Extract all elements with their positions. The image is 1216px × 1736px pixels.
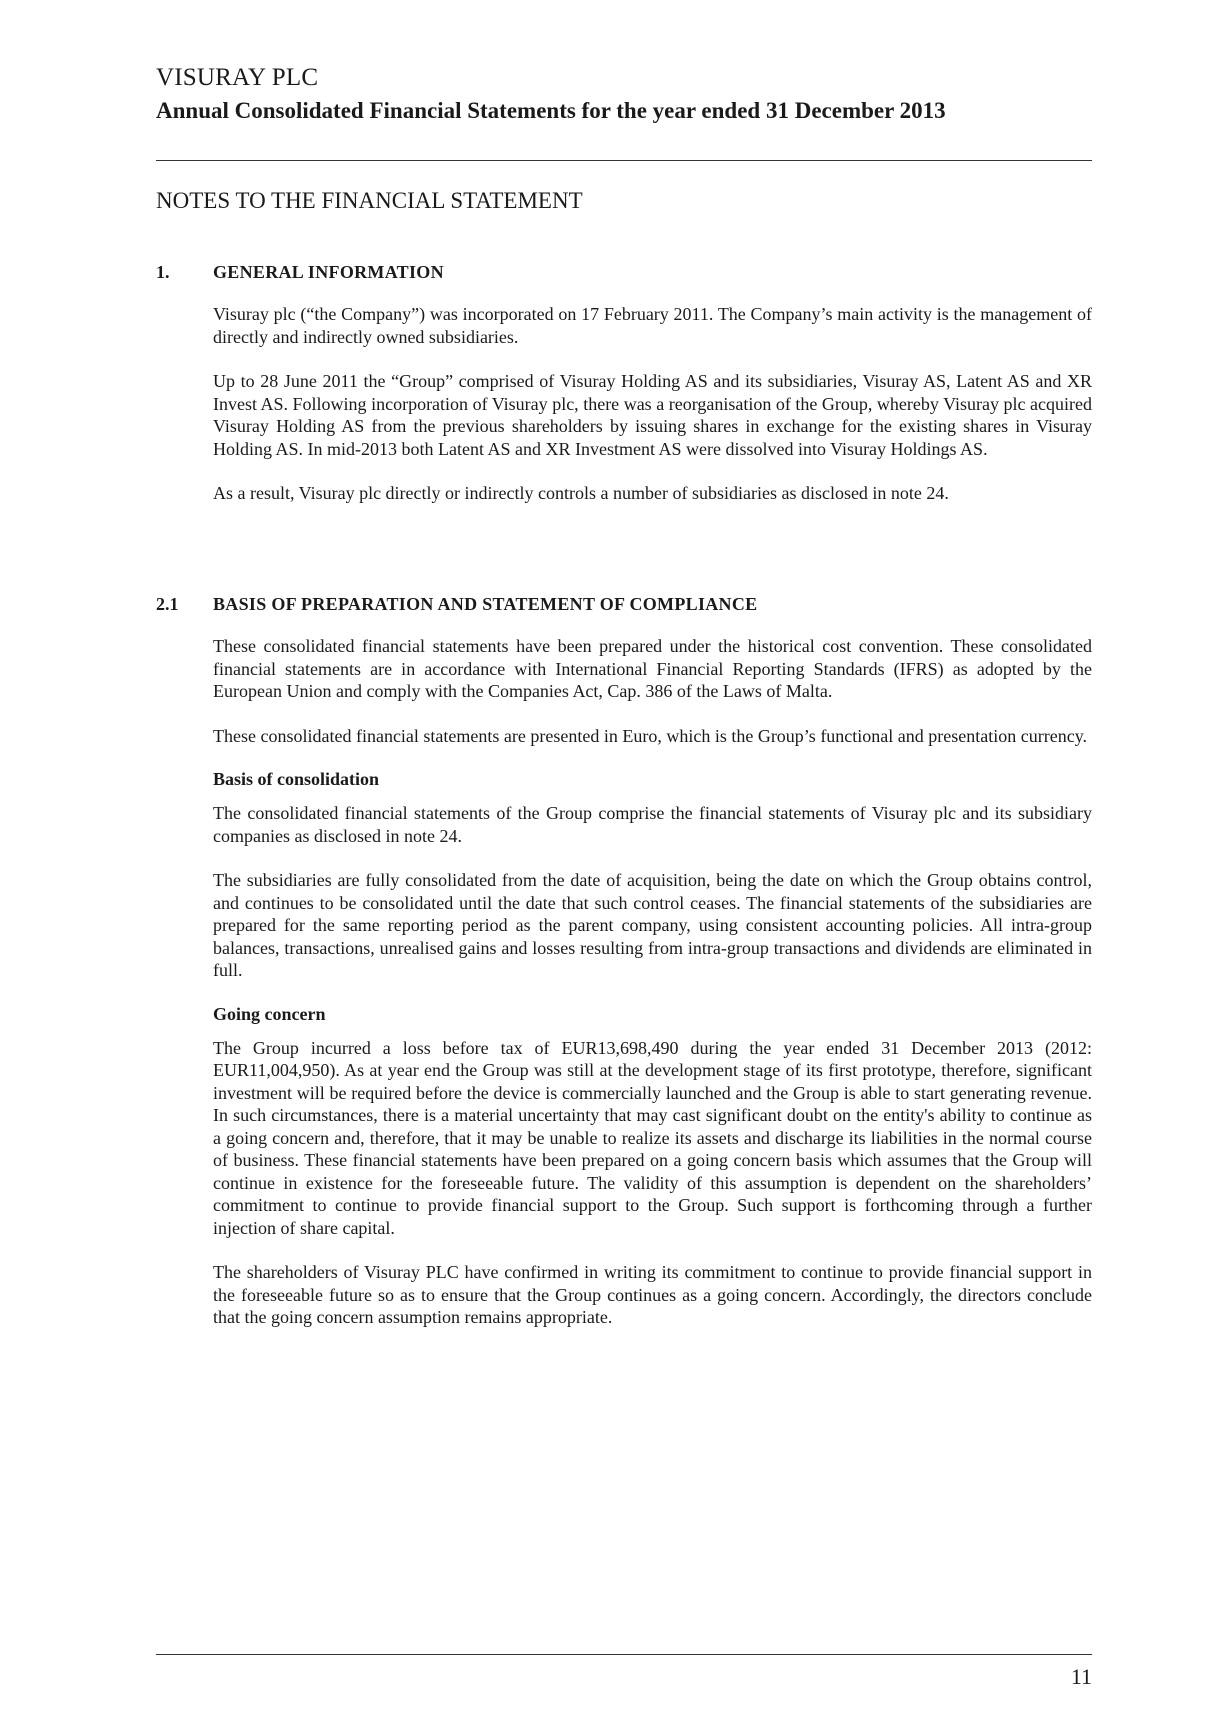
page-number: 11	[1070, 1664, 1092, 1689]
section-general-information	[156, 262, 1092, 527]
paragraph: The consolidated financial statements of the Group comprise the financial statements of Visuray plc and its subsidiary companies as disclosed in note 24.	[213, 803, 1092, 846]
section-heading	[156, 594, 1092, 615]
subheading-basis-of-consolidation: Basis of consolidation	[213, 769, 380, 789]
section-body	[213, 303, 1092, 505]
section-title: BASIS OF PREPARATION AND STATEMENT OF COMPLIANCE	[213, 594, 758, 614]
paragraph: The subsidiaries are fully consolidated from the date of acquisition, being the date on which the Group obtains control, and continues to be consolidated until the date that such control ceases. The financial statements of the subsidiaries are prepared for the same reporting period as the parent company, using consistent accounting policies. All intra-group balances, transactions, unrealised gains and losses resulting from intra-group transactions and dividends are eliminated in full.	[213, 870, 1092, 980]
section-title: GENERAL INFORMATION	[213, 262, 444, 282]
section-basis-of-preparation	[156, 594, 1092, 1351]
section-body	[213, 635, 1092, 1329]
company-name: VISURAY PLC	[156, 64, 319, 91]
paragraph: As a result, Visuray plc directly or indirectly controls a number of subsidiaries as disclosed in note 24.	[213, 483, 949, 503]
header-divider	[156, 160, 1092, 161]
paragraph: Up to 28 June 2011 the “Group” comprised of Visuray Holding AS and its subsidiaries, Visuray AS, Latent AS and XR Invest AS. Following incorporation of Visuray plc, there was a reorganisation of the Group, whereby Visuray plc acquired Visuray Holding AS from the previous shareholders by issuing shares in exchange for the existing shares in Visuray Holding AS. In mid-2013 both Latent AS and XR Investment AS were dissolved into Visuray Holdings AS.	[213, 371, 1092, 459]
paragraph: These consolidated financial statements are presented in Euro, which is the Group’s functional and presentation currency.	[213, 725, 1088, 746]
paragraph: These consolidated financial statements have been prepared under the historical cost convention. These consolidated financial statements are in accordance with International Financial Reporting Standards (IFRS) as adopted by the European Union and comply with the Companies Act, Cap. 386 of the Laws of Malta.	[213, 636, 1092, 701]
paragraph: The shareholders of Visuray PLC have confirmed in writing its commitment to continue to provide financial support in the foreseeable future so as to ensure that the Group continues as a going concern. Accordingly, the directors conclude that the going concern assumption remains appropriate.	[213, 1262, 1092, 1327]
paragraph: The Group incurred a loss before tax of EUR13,698,490 during the year ended 31 December 2013 (2012: EUR11,004,950). As at year end the Group was still at the development stage of its first prototype, therefore, significant investment will be required before the device is commercially launched and the Group is able to start generating revenue. In such circumstances, there is a material uncertainty that may cast significant doubt on the entity's ability to continue as a going concern and, therefore, that it may be unable to realize its assets and discharge its liabilities in the normal course of business. These financial statements have been prepared on a going concern basis which assumes that the Group will continue in existence for the foreseeable future. The validity of this assumption is dependent on the shareholders’ commitment to continue to provide financial support to the Group. Such support is forthcoming through a further injection of share capital.	[213, 1037, 1092, 1238]
paragraph: Visuray plc (“the Company”) was incorporated on 17 February 2011. The Company’s main activity is the management of directly and indirectly owned subsidiaries.	[213, 304, 1092, 347]
section-heading	[156, 262, 1092, 283]
subheading-going-concern: Going concern	[213, 1003, 326, 1024]
section-number: 1.	[156, 262, 170, 282]
footer-divider	[156, 1654, 1092, 1655]
section-number: 2.1	[156, 594, 179, 614]
document-title: Annual Consolidated Financial Statements for the year ended 31 December 2013	[156, 98, 946, 123]
notes-heading: NOTES TO THE FINANCIAL STATEMENT	[156, 188, 583, 213]
